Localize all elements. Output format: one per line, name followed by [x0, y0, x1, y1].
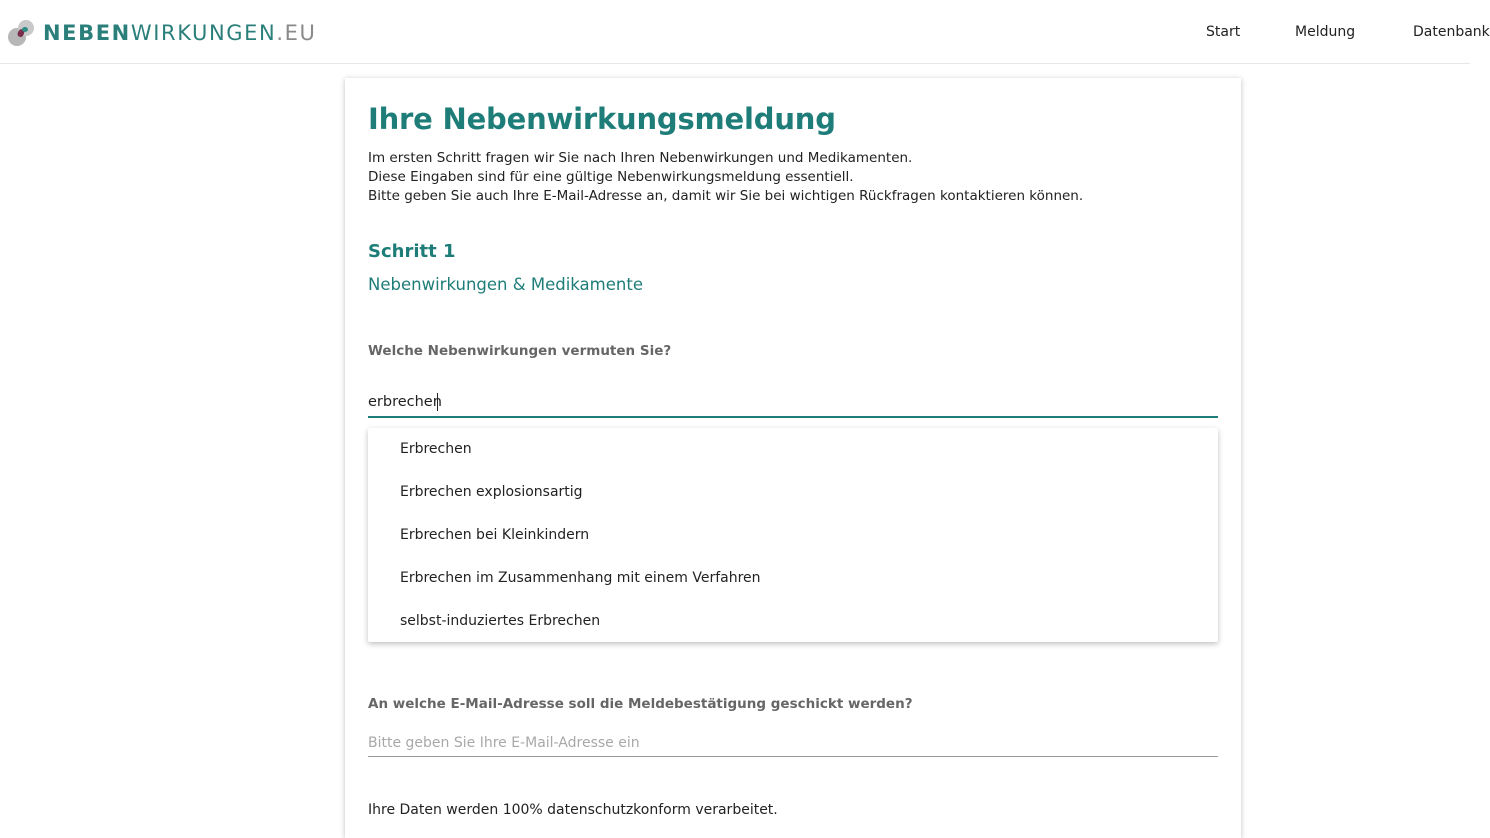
side-effects-input[interactable]: [368, 388, 1218, 418]
email-label: An welche E-Mail-Adresse soll die Meldebestätigung geschickt werden?: [368, 696, 913, 712]
side-effects-label: Welche Nebenwirkungen vermuten Sie?: [368, 343, 672, 359]
main-nav: [0, 24, 1490, 44]
suggestion-item[interactable]: Erbrechen explosionsartig: [400, 484, 583, 500]
suggestion-item[interactable]: Erbrechen: [400, 441, 472, 457]
step-subtitle: Nebenwirkungen & Medikamente: [368, 275, 643, 294]
intro-text: [368, 149, 1083, 206]
page-title: Ihre Nebenwirkungsmeldung: [368, 102, 836, 136]
nav-meldung[interactable]: Meldung: [1295, 24, 1356, 40]
suggestion-item[interactable]: Erbrechen im Zusammenhang mit einem Verfahren: [400, 570, 761, 586]
report-form-card: [345, 78, 1241, 838]
nav-datenbank[interactable]: Datenbank: [1413, 24, 1490, 40]
email-input[interactable]: [368, 730, 1218, 757]
intro-line-1: Im ersten Schritt fragen wir Sie nach Ihren Nebenwirkungen und Medikamenten.: [368, 150, 913, 166]
autocomplete-dropdown: [368, 428, 1218, 642]
logo-part-bold: NEBEN: [43, 20, 131, 45]
logo-part-light: WIRKUNGEN: [130, 20, 277, 45]
step-title: Schritt 1: [368, 241, 456, 262]
intro-line-2: Diese Eingaben sind für eine gültige Nebenwirkungsmeldung essentiell.: [368, 169, 854, 185]
suggestion-item[interactable]: selbst-induziertes Erbrechen: [400, 613, 601, 629]
text-caret: [437, 393, 438, 411]
logo-part-tld: .EU: [276, 20, 317, 45]
intro-line-3: Bitte geben Sie auch Ihre E-Mail-Adresse an, damit wir Sie bei wichtigen Rückfragen kontaktieren können.: [368, 188, 1084, 204]
suggestion-item[interactable]: Erbrechen bei Kleinkindern: [400, 527, 590, 543]
nav-start[interactable]: Start: [1206, 24, 1241, 40]
site-header: [0, 0, 1490, 64]
privacy-text: Ihre Daten werden 100% datenschutzkonform verarbeitet.: [368, 802, 778, 818]
